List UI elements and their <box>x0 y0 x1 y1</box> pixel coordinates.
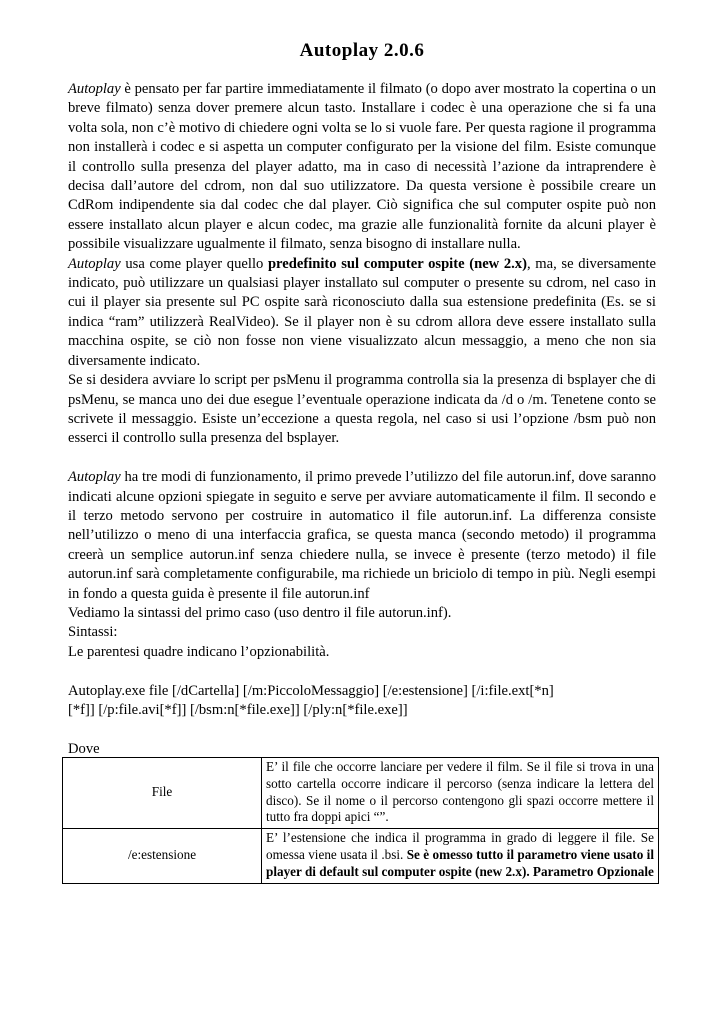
syntax-line: [*f]] [/p:file.avi[*f]] [/bsm:n[*file.exe]] [/ply:n[*file.exe]] <box>68 701 408 718</box>
paragraph-text: ha tre modi di funzionamento, il primo prevede l’utilizzo del file autorun.inf, dove saranno indicati alcune opzioni spiegate in seguito e serve per avviare automaticamente il film. Il secondo e il terzo metodo servono per costruire in automatico il file autorun.inf. La differenza consiste nell’utilizzo o meno di una interfaccia grafica, se questa manca (secondo metodo) il programma creerà un semplice autorun.inf senza chiedere nulla, se invece è presente (terzo metodo) il file autorun.inf sarà completamente configurabile, ma richiede un briciolo di tempo in più. Negli esempi in fondo a questa guida è presente il file autorun.inf <box>68 469 656 602</box>
paragraph-modes <box>68 468 656 604</box>
param-description <box>262 829 659 883</box>
syntax-line: Autoplay.exe file [/dCartella] [/m:PiccoloMessaggio] [/e:estensione] [/i:file.ext[*n] <box>68 682 554 699</box>
paragraph-text: è pensato per far partire immediatamente il filmato (o dopo aver mostrato la copertina o un breve filmato) senza dover premere alcun tasto. Installare i codec è una operazione che si fa una volta sola, non c’è motivo di chiedere ogni volta se lo si vuole fare. Per questa ragione il programma non installerà i codec e si aspetta un computer configurato per la visione del film. Esiste comunque il controllo sulla presenza del player adatto, ma in caso di necessità l’azione da intraprendere è decisa dall’autore del cdrom, non dal suo utilizzatore. Da questa versione è possibile creare un CdRom indipendente sia dal codec che dal player. Ciò significa che sul computer ospite può non essere installato alcun player e alcun codec, ma grazie alle funzionalità fornite da alcuni player è possibile visualizzare ugualmente il filmato, senza bisogno di installare nulla. <box>68 81 656 253</box>
autoplay-name: Autoplay <box>68 469 121 486</box>
table-row <box>63 829 659 883</box>
autoplay-name: Autoplay <box>68 81 121 97</box>
param-description-bold: Se è omesso tutto il parametro viene usato il player di default sul computer ospite (new 2.x). Parametro Opzionale <box>266 846 654 879</box>
paragraph-player <box>68 255 656 371</box>
parameters-table <box>62 757 659 884</box>
document-title: Autoplay 2.0.6 <box>299 40 425 61</box>
syntax-heading: Sintassi: <box>68 624 118 641</box>
param-name: /e:estensione <box>63 829 262 883</box>
document-body <box>68 80 656 759</box>
bold-text: predefinito sul computer ospite (new 2.x) <box>267 255 527 272</box>
table-row <box>63 758 659 829</box>
paragraph-text: usa come player quello <box>120 255 268 272</box>
dove-label: Dove <box>68 740 100 757</box>
paragraph-text: , ma, se diversamente indicato, può utilizzare un qualsiasi player installato sul computer o presente su cdrom, nel caso in cui il player sia presente sul PC ospite sarà riconosciuto dalla sua estensione predefinita (Es. se si indica “ram” utilizzerà RealVideo). Se il player non è su cdrom allora deve essere installato sulla macchina ospite, se ciò non fosse non viene visualizzato alcun messaggio, a meno che non sia diversamente indicato. <box>68 255 656 369</box>
param-description-text: E’ il file che occorre lanciare per vedere il film. Se il file si trova in una sotto cartella occorre indicare il percorso (senza indicare la lettera del disco). Se il nome o il percorso contengono gli spazi occorre mettere il tutto fra doppi apici “”. <box>266 759 654 825</box>
paragraph-intro <box>68 80 656 255</box>
param-name: File <box>63 758 262 829</box>
paragraph-psmenu: Se si desidera avviare lo script per psMenu il programma controlla sia la presenza di bsplayer che di psMenu, se manca uno dei due esegue l’eventuale operazione indicata da /d o /m. Tenetene conto se scrivete il messaggio. Esiste un’eccezione a questa regola, nel caso si usi l’opzione /bsm può non esserci il controllo sulla presenza del bsplayer. <box>68 372 656 447</box>
param-description-text: E’ l’estensione che indica il programma in grado di leggere il file. Se omessa viene usata il .bsi. <box>266 830 654 862</box>
param-description <box>262 758 659 829</box>
autoplay-name: Autoplay <box>68 255 121 272</box>
paragraph-optional-note: Le parentesi quadre indicano l’opzionabilità. <box>68 643 330 660</box>
paragraph-syntax-intro: Vediamo la sintassi del primo caso (uso dentro il file autorun.inf). <box>68 604 452 621</box>
